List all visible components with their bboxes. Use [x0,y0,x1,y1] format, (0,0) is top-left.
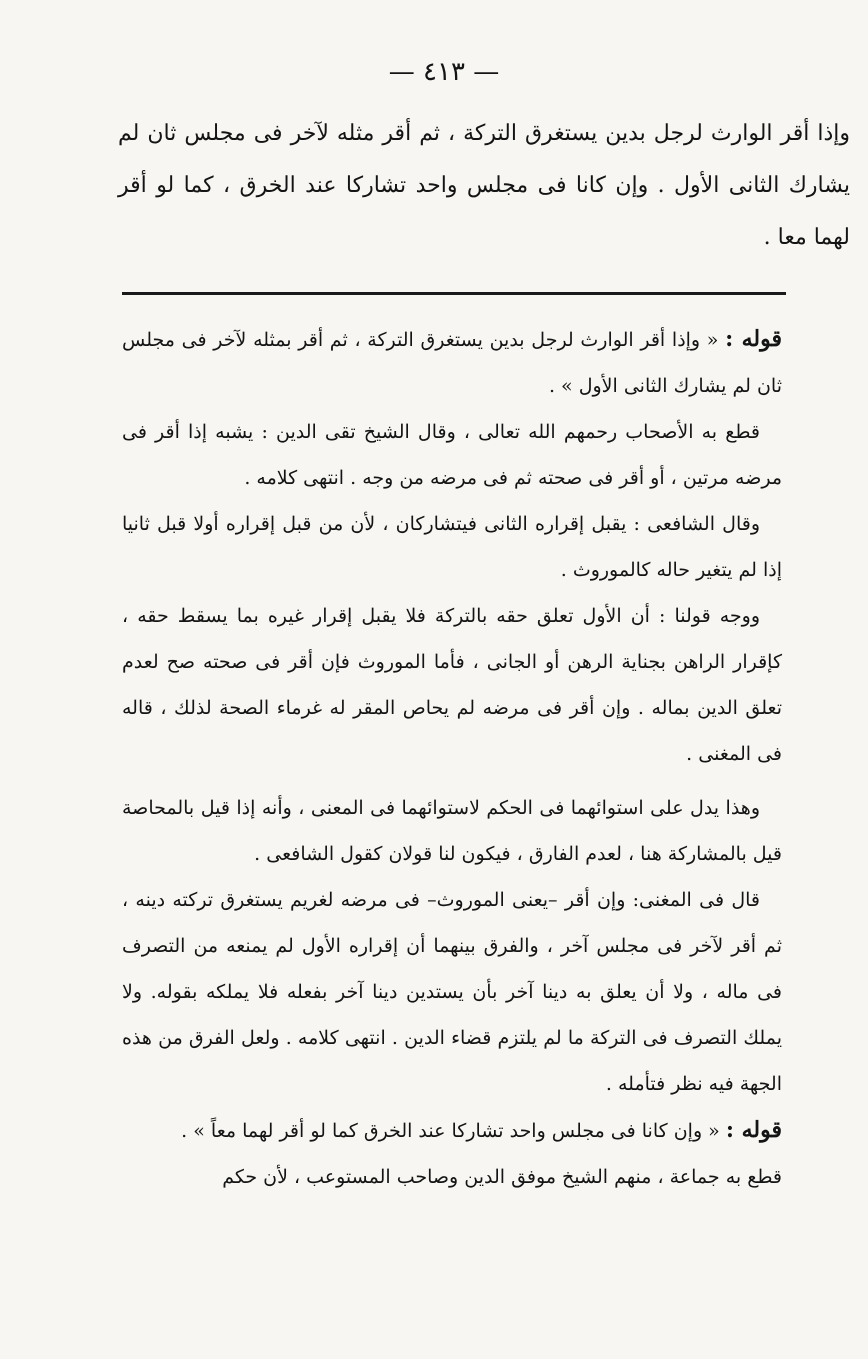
commentary-paragraph-7 [122,1107,782,1154]
quote-keyword: قوله : [725,1117,782,1143]
page-number: — ٤١٣ — [388,57,500,87]
commentary-paragraph-4: ووجه قولنا : أن الأول تعلق حقه بالتركة فلا يقبل إقرار غيره بما يسقط حقه ، كإقرار الراهن بجناية الرهن أو الجانى ، فأما الموروث فإن أقر فى صحته صح لعدم تعلق الدين بماله . وإن أقر فى مرضه لم يحاص المقر له غرماء الصحة لذلك ، قاله فى المغنى . [122,605,782,765]
main-text-paragraph: وإذا أقر الوارث لرجل بدين يستغرق التركة ، ثم أقر مثله لآخر فى مجلس ثان لم يشارك الثانى الأول . وإن كانا فى مجلس واحد تشاركا عند الخرق ، كما لو أقر لهما معا . [118,121,850,250]
quote-keyword: قوله : [725,326,782,352]
commentary-paragraph-5: وهذا يدل على استوائهما فى الحكم لاستوائهما فى المعنى ، وأنه إذا قيل بالمحاصة قيل بالمشاركة هنا ، لعدم الفارق ، فيكون لنا قولان كقول الشافعى . [122,797,782,865]
commentary-paragraph-3: وقال الشافعى : يقبل إقراره الثانى فيتشاركان ، لأن من قبل إقراره أولا قبل ثانيا إذا لم يتغير حاله كالموروث . [122,513,782,581]
section-divider [122,292,786,295]
main-text-block [118,108,850,264]
commentary-block [122,316,782,1200]
commentary-paragraph-8: قطع به جماعة ، منهم الشيخ موفق الدين وصاحب المستوعب ، لأن حكم [222,1166,782,1188]
quoted-text: « وإن كانا فى مجلس واحد تشاركا عند الخرق كما لو أقر لهما معاً » . [181,1120,720,1142]
commentary-paragraph-6: قال فى المغنى: وإن أقر –يعنى الموروث– فى مرضه لغريم يستغرق تركته دينه ، ثم أقر لآخر فى مجلس آخر ، والفرق بينهما أن إقراره الأول لم يمنعه من التصرف فى ماله ، ولا أن يعلق به دينا آخر بأن يستدين دينا آخر بفعله فلا يملكه بقوله. ولا يملك التصرف فى التركة ما لم يلتزم قضاء الدين . انتهى كلامه . ولعل الفرق من هذه الجهة فيه نظر فتأمله . [122,889,782,1095]
commentary-paragraph-2: قطع به الأصحاب رحمهم الله تعالى ، وقال الشيخ تقى الدين : يشبه إذا أقر فى مرضه مرتين ، أو أقر فى صحته ثم فى مرضه من وجه . انتهى كلامه . [122,421,782,489]
commentary-paragraph-1 [122,316,782,409]
quoted-text: « وإذا أقر الوارث لرجل بدين يستغرق التركة ، ثم أقر بمثله لآخر فى مجلس ثان لم يشارك الثانى الأول » . [122,329,782,397]
